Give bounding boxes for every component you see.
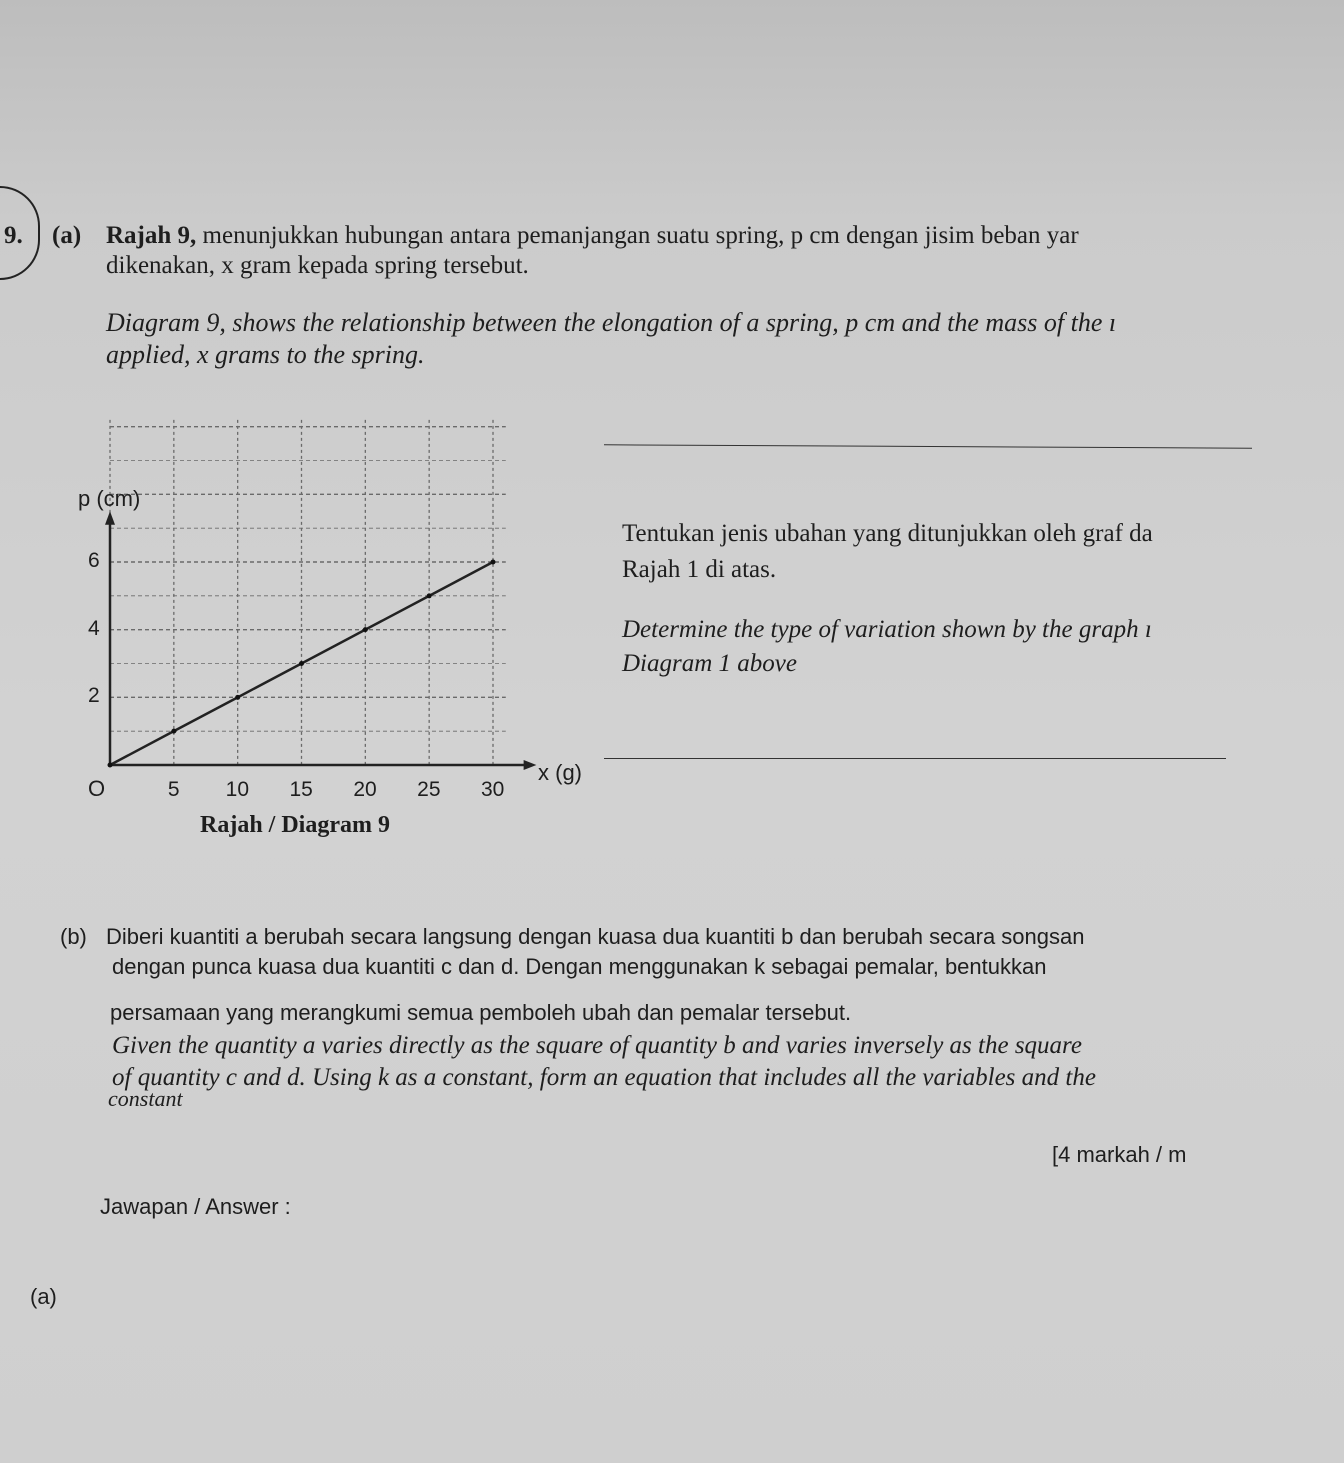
x-tick-label: 30 (481, 778, 505, 801)
answer-part-a-label: (a) (30, 1284, 57, 1309)
box-malay-line1: Tentukan jenis ubahan yang ditunjukkan oleh graf da (622, 520, 1153, 547)
question-number: 9. (4, 222, 23, 249)
box-english-line2: Diagram 1 above (622, 650, 797, 677)
part-a-english-line1: Diagram 9, shows the relationship between the elongation of a spring, p cm and the mass of the ı (106, 308, 1117, 337)
box-english-line1: Determine the type of variation shown by the graph ı (622, 616, 1152, 643)
data-point (108, 763, 113, 768)
answer-heading: Jawapan / Answer : (100, 1194, 291, 1219)
part-b-malay-line2: dengan punca kuasa dua kuantiti c dan d. Dengan menggunakan k sebagai pemalar, bentukkan (112, 954, 1047, 979)
data-point (171, 729, 176, 734)
box-bottom-rule (604, 758, 1226, 759)
part-b-label: (b) (60, 924, 87, 949)
y-axis-arrow-icon (105, 511, 115, 525)
data-point (363, 627, 368, 632)
data-point (299, 661, 304, 666)
x-axis-arrow-icon (524, 760, 537, 770)
part-b-english-line1: Given the quantity a varies directly as the square of quantity b and varies inversely as the square (112, 1032, 1082, 1059)
y-tick-label: 2 (88, 684, 100, 708)
box-malay-line2: Rajah 1 di atas. (622, 556, 777, 583)
part-b-malay-line3: persamaan yang merangkumi semua pemboleh ubah dan pemalar tersebut. (110, 1000, 852, 1025)
x-tick-label: 5 (167, 778, 180, 801)
x-tick-label: 25 (417, 778, 441, 801)
diagram-9-graph (0, 0, 620, 860)
part-a-label: (a) (52, 222, 82, 249)
x-tick-label: 10 (225, 778, 250, 801)
text: menunjukkan hubungan antara pemanjangan suatu spring, p cm dengan jisim beban yar (202, 222, 1079, 249)
x-tick-label: 20 (353, 778, 377, 801)
part-a-english-line2: applied, x grams to the spring. (106, 340, 425, 369)
diagram-caption (200, 812, 390, 839)
y-axis-label: p (cm) (78, 486, 141, 511)
part-b-english-line3: constant (108, 1086, 183, 1111)
x-axis-label: x (g) (538, 760, 582, 785)
data-point (235, 695, 240, 700)
part-a-malay-line2: dikenakan, x gram kepada spring tersebut. (106, 252, 529, 279)
origin-label: O (88, 776, 106, 801)
y-tick-label: 4 (88, 616, 100, 640)
data-point (427, 593, 432, 598)
box-top-rule (604, 444, 1252, 448)
x-tick-label: 15 (289, 778, 313, 801)
caption-text: Rajah / Diagram 9 (200, 812, 390, 838)
data-point (491, 560, 496, 565)
y-tick-label: 6 (88, 549, 100, 572)
part-b-english-line2: of quantity c and d. Using k as a constant, form an equation that includes all the variables and the (112, 1064, 1096, 1091)
diagram-ref: Rajah 9, (106, 222, 197, 249)
grid (110, 420, 506, 765)
marks-label: [4 markah / m (1052, 1142, 1187, 1167)
part-b-malay-line1: Diberi kuantiti a berubah secara langsung dengan kuasa dua kuantiti b dan berubah secara songsan (106, 924, 1085, 949)
